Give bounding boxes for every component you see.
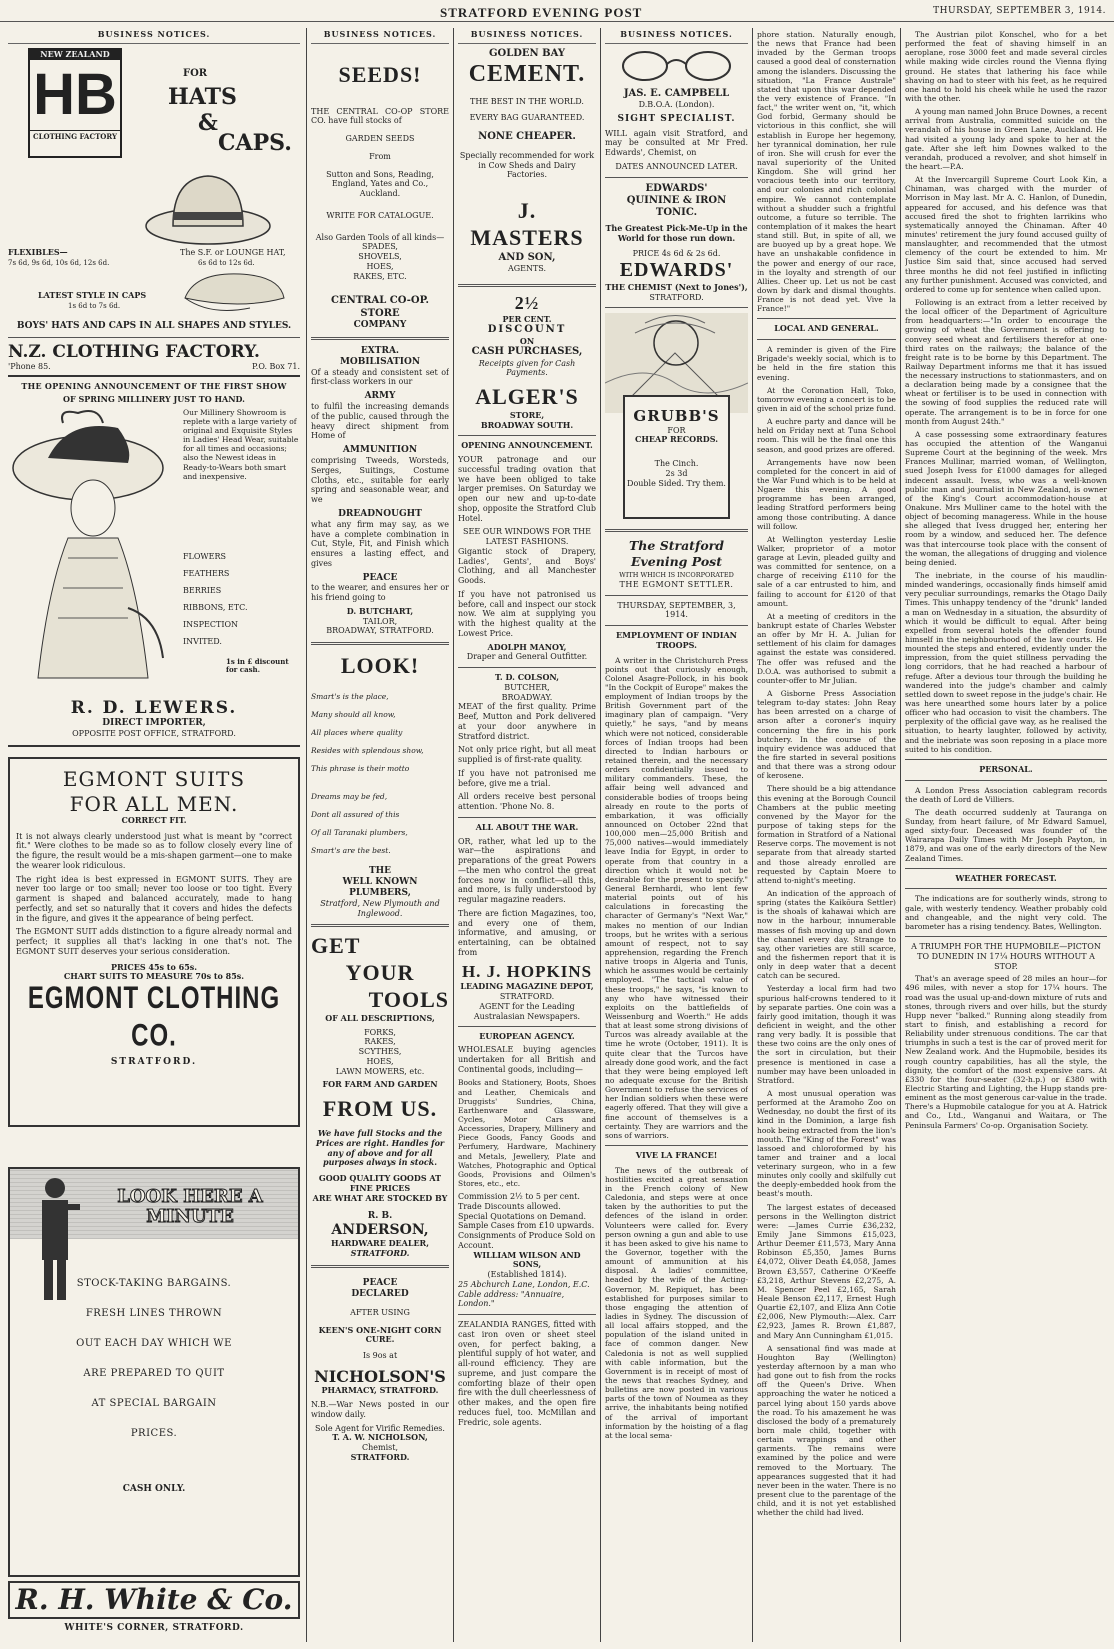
column-rule bbox=[453, 28, 454, 1642]
news-item: The inebriate, in the course of his maudlin-minded wanderings, occasionally finds himself amid very peculiar surroundings, remarks the Otago Daily Times. This unhappy tendency of the "drunk" landed a man on Wednesday in a situation, the absurdity of which it would be difficult to equal. After being expelled from several hotels the offender found himself in the neighbourhood of the law courts. He mounted the steps and entered, evidently under the impression, from the quiet stillness pervading the long corridors, that he had reached a harbour of refuge. After a devious tour through the building he wandered into the judge's chamber and calmly settled down to sweet repose in the judge's chair. He was here unearthed some hours later by a police officer who had occasion to visit the chambers. The perplexity of the official gave way, as he realised the situation, to hearty laughter, followed by activity, and the inebriate was soon reposing in a place more suited to his condition. bbox=[905, 571, 1107, 754]
edition-date: THURSDAY, SEPTEMBER, 3, 1914. bbox=[617, 600, 736, 620]
flexible-hat-illustration bbox=[143, 168, 273, 248]
chemist-label: Chemist, bbox=[361, 1443, 398, 1453]
item-flowers: FLOWERS bbox=[183, 551, 226, 561]
column-2 bbox=[311, 30, 449, 1642]
butcher-label: BUTCHER, bbox=[504, 682, 550, 692]
section-header: BUSINESS NOTICES. bbox=[458, 30, 596, 44]
newspaper-date: THURSDAY, SEPTEMBER 3, 1914. bbox=[933, 6, 1106, 16]
best-in-world: THE BEST IN THE WORLD. bbox=[470, 97, 584, 107]
tool-list bbox=[311, 242, 449, 281]
lady-hat-illustration bbox=[8, 408, 168, 688]
broadway-label: BROADWAY. bbox=[501, 692, 553, 702]
egmont-subheading: FOR ALL MEN. bbox=[69, 791, 239, 816]
tool-item: HOES, bbox=[366, 1056, 394, 1066]
ammunition-para: comprising Tweeds, Worsteds, Serges, Suitings, Costume Cloths, etc., suitable for early spring and seasonable wear, and we bbox=[311, 456, 449, 505]
stock-line: AT SPECIAL BARGAIN bbox=[91, 1398, 217, 1410]
section-header: BUSINESS NOTICES. bbox=[8, 30, 300, 44]
none-cheaper: NONE CHEAPER. bbox=[478, 130, 576, 142]
vive-la-france-heading: VIVE LA FRANCE! bbox=[635, 1149, 718, 1160]
spectacles-icon bbox=[605, 48, 748, 84]
anderson-stratford: STRATFORD. bbox=[350, 1248, 410, 1259]
acrostic-line: Dreams may be fed, bbox=[311, 792, 388, 802]
local-item: Yesterday a local firm had two spurious half-crowns tendered to it by separate parties. One coin was a fairly good imitation, though it was deficient in weight, and the other rang very badly. It is possible that these two coins are the only ones of the sort in circulation, but their presence is mentioned in case a number may have been unloaded in Stratford. bbox=[757, 984, 896, 1085]
about-war-para: OR, rather, what led up to the war—the aspirations and preparations of the great Powers—the men who control the great forces now in conflict—all this, and more, is fully understood by regular magazine readers. bbox=[458, 836, 596, 905]
army-para: Of a steady and consistent set of first-class workers in our bbox=[311, 367, 449, 387]
seed-suppliers: Sutton and Sons, Reading, England, Yates and Co., Auckland. bbox=[326, 169, 434, 199]
see-windows: SEE OUR WINDOWS FOR THE LATEST FASHIONS. bbox=[463, 527, 591, 547]
stocks-note: We have full Stocks and the Prices are right. Handles for any of above and for all purposes always in stock. bbox=[315, 1128, 445, 1168]
masters-heading: J. MASTERS bbox=[470, 198, 584, 250]
column-rule bbox=[900, 28, 901, 1642]
egmont-correct-fit: CORRECT FIT. bbox=[121, 814, 187, 825]
white-corner: WHITE'S CORNER, STRATFORD. bbox=[64, 1623, 244, 1634]
abchurch-lane: 25 Abchurch Lane, London, E.C. bbox=[458, 1279, 590, 1289]
indian-troops-article: A writer in the Christchurch Press points out that curiously enough, Colonel Asagre-Pollock, in his book "In the Cockpit of Europe" makes the employment of Indian troops by the British Government part of the imaginary plan of campaign. "Very quietly," he says, "and by means which were not noticed, considerable forces of Indian troops had been directed to Indian harbours or retained therein, and the necessary orders confidentially issued to military commanders. These, the affair being well advanced and considerable bodies of troops being already en route to the ports of embarkation, it was officially announced on October 22nd that 100,000 men—25,000 British and 75,000 natives—would immediately leave India for Egypt, in order to operate from that country in a direction which it would not be desirable for the present to specify." General Bernhardi, who lent few material points out of his calculations in forecasting the character of Germany's "Next War," makes no mention of our Indian troops, but he writes with a serious amount of respect, not to say apprehension, regarding the French native troops in Algeria and Tunis, which he assumes would be certainly employed. "The tactical value of these troops," he says, "is known to any who have witnessed their exploits on the battlefields of Weissenburg and Woerth." He adds that at least some strong divisions of Turcos was already available at the time he wrote (October, 1911). It is quite clear that the Turcos have already done good work, and the fact that they were being employed left no adequate excuse for the British Government to refuse the services of her Indian soldiers when these were eagerly offered. That they will give a fine account of themselves is a certainty. They are warriors and the sons of warriors. bbox=[605, 655, 748, 1140]
flexibles-label: FLEXIBLES— bbox=[8, 246, 68, 257]
consignments: Consignments of Produce Sold on Account. bbox=[458, 1231, 596, 1250]
meat-para-3: If you have not patronised me before, give me a trial. bbox=[458, 768, 596, 788]
item-inspection: INSPECTION bbox=[183, 619, 239, 629]
draper-label: Draper and General Outfitter. bbox=[466, 652, 588, 662]
news-item: A young man named John Bruce Downes, a recent arrival from Australia, committed suicide on the verandah of his house in Green Lane, Auckland. He had visited a young lady and spoke to her at the gate. After she left him Downes walked to the verandah, produced a revolver, and shot himself in the heart.—P.A. bbox=[905, 107, 1107, 171]
on-word: ON bbox=[519, 335, 535, 346]
paper-title: The Stratford Evening Post bbox=[629, 538, 724, 569]
acrostic-line: All places where quality bbox=[311, 728, 403, 738]
egmont-para-1: It is not always clearly understood just what is meant by "correct fit." Were clothes to be made so as to follow closely every line of the figure, the result would be a mis-shapen garment—one to make the wearer look ridiculous. bbox=[16, 831, 292, 870]
egmont-para-3: The EGMONT SUIT adds distinction to a figure already normal and perfect; it supplies all that's lacking in one that's not. The EGMONT SUIT deserves your serious consideration. bbox=[16, 927, 292, 956]
central-coop: CENTRAL CO-OP. STORE bbox=[331, 295, 429, 319]
agent-newspapers: AGENT for the Leading Australasian Newspapers. bbox=[473, 1001, 581, 1021]
column-4 bbox=[605, 30, 748, 1642]
local-item: At a meeting of creditors in the bankrupt estate of Charles Webster an offer by Mr H. A. Julian for settlement of his claim for damages against the estate was considered. The offer was refused and the D.O.A. was authorised to submit a counter-offer to Mr Julian. bbox=[757, 611, 896, 685]
millinery-subheading: OF SPRING MILLINERY JUST TO HAND. bbox=[63, 393, 245, 404]
white-co-logo: R. H. White & Co. bbox=[8, 1581, 300, 1619]
edwards-chemist: THE CHEMIST (Next to Jones'), bbox=[605, 281, 748, 292]
hupmobile-article: That's an average speed of 28 miles an hour—for 496 miles, with never a stop for 17¼ hours. The road was the usual up-and-down mixture of ruts and stones, through rivers and over hills, but the sturdy Hupp never "balked." Running along steadily from start to finish, and establishing a record for Reliability under strenuous conditions. The car that triumphs in such a test is the car of proved merit for New Zealand work. And the Hupmobile, besides its rough country capabilities, has all the style, the dignity, the comfort of the most expensive cars. At £330 for the four-seater (32-h.p.) or £380 with Electric Starting and Lighting, the Hupp stands pre-eminent as the most generous car-value in the trade. There's a Hupmobile catalogue for you at A. Hatrick and Co., Ltd., Wanganui and Waitara, or The Peninsula Farmers' Co-op. Organisation Society. bbox=[905, 974, 1107, 1130]
peace-para: to the wearer, and ensures her or his friend going to bbox=[311, 583, 449, 603]
butchart-name: D. BUTCHART, bbox=[346, 605, 414, 616]
contact-line bbox=[8, 362, 300, 377]
commission: Commission 2½ to 5 per cent. bbox=[458, 1192, 580, 1202]
about-war-heading: ALL ABOUT THE WAR. bbox=[475, 821, 579, 832]
hopkins-stratford: STRATFORD. bbox=[499, 992, 555, 1002]
write-catalogue: WRITE FOR CATALOGUE. bbox=[326, 210, 434, 220]
tool-item: RAKES, ETC. bbox=[353, 271, 407, 281]
local-item: A euchre party and dance will be held on Friday next at Tuna School room. This will be the final one this season, and good prizes are offered. bbox=[757, 417, 896, 454]
campbell-name: JAS. E. CAMPBELL bbox=[623, 87, 730, 99]
millinery-advert bbox=[8, 408, 300, 698]
trade-discounts: Trade Discounts allowed. bbox=[458, 1201, 561, 1211]
stock-line: PRICES. bbox=[130, 1428, 178, 1440]
lounge-label: The S.F. or LOUNGE HAT, bbox=[180, 247, 286, 257]
egmont-heading: EGMONT SUITS bbox=[62, 767, 246, 792]
mobilisation-heading: MOBILISATION bbox=[339, 356, 421, 367]
tool-list-2 bbox=[311, 1028, 449, 1077]
cap-illustration bbox=[180, 268, 290, 318]
news-item: A case possessing some extraordinary features has occupied the attention of the Wanganui Supreme Court at the beginning of the week. Mrs Frances Mullinar, married woman, of Wellington, sued Joseph Ivess for £1000 damages for alleged indecent assault. Ivess, who was a well-known public man and journalist in New Zealand, is owner of the King's Court accommodation-house at Onakune. Mrs Mulliner came to the hotel with the object of becoming manageress. While in the house she alleged that Ivess drugged her, entering her room by a window, and seduced her. The defence was that intercourse took place with the consent of the woman, the allegations of drugging and violence being denied. bbox=[905, 429, 1107, 567]
and-son: AND SON, bbox=[498, 251, 556, 263]
cable-address: Cable address: "Annuaire, London." bbox=[458, 1289, 565, 1309]
tool-item: HOES, bbox=[366, 261, 394, 271]
section-header: BUSINESS NOTICES. bbox=[311, 30, 449, 44]
cheap-records: CHEAP RECORDS. bbox=[635, 434, 718, 445]
peace-word: PEACE bbox=[362, 572, 398, 583]
garden-seeds: GARDEN SEEDS bbox=[345, 134, 415, 144]
po-box: P.O. Box 71. bbox=[252, 362, 300, 372]
opening-para-3: If you have not patronised us before, call and inspect our stock now. We aim at supplying you with the highest quality at the Lowest Price. bbox=[458, 589, 596, 638]
lounge-price: 6s 6d to 12s 6d. bbox=[198, 258, 255, 267]
double-sided: Double Sided. Try them. bbox=[627, 478, 726, 488]
about-war-para-2: There are fiction Magazines, too, and every one of them, informative, and amusing, or entertaining, can be obtained from bbox=[458, 908, 596, 957]
european-goods: Books and Stationery, Boots, Shoes and Leather, Chemicals and Druggists' Sundries, China, Earthenware and Glassware, Cycles, Motor Cars and Accessories, Drapery, Millinery and Piece Goods, Fancy Goods and Perfumery, Hardware, Machinery and Metals, Jewellery, Plate and Watches, Photographic and Optical Goods, Provisions and Oilmen's Stores, etc., etc. bbox=[458, 1078, 596, 1188]
millinery-heading: THE OPENING ANNOUNCEMENT OF THE FIRST SHOW bbox=[21, 381, 287, 392]
tonic-price: PRICE 4s 6d & 2s 6d. bbox=[632, 248, 721, 258]
caps-heading: CAPS. bbox=[218, 129, 292, 156]
tool-item: FORKS, bbox=[364, 1027, 396, 1037]
well-known-plumbers: WELL KNOWN PLUMBERS, bbox=[342, 877, 418, 898]
local-item: At Wellington yesterday Leslie Walker, proprietor of a motor garage at Levin, pleaded guilty and was committed for sentence, on a charge of receiving £110 for the sale of a car entrusted to him, and failing to account for £120 of that amount. bbox=[757, 534, 896, 608]
greatest-pick-me-up: The Greatest Pick-Me-Up in the World for those run down. bbox=[605, 223, 748, 243]
wilson-sons: WILLIAM WILSON AND SONS, bbox=[473, 1249, 581, 1270]
zealandia-ranges: ZEALANDIA RANGES, fitted with cast iron oven or sheet steel oven, for perfect baking, a plentiful supply of hot water, and all-round efficiency. They are supreme, and just compare the comforting blaze of their open fire with the dull cheerlessness of other makes, and the open fire reduces fuel, too. McMillan and Fredric, sole agents. bbox=[458, 1320, 596, 1427]
tools-heading: TOOLS bbox=[368, 987, 449, 1013]
acrostic-line: Of all Taranaki plumbers, bbox=[311, 828, 408, 838]
local-item: A reminder is given of the Fire Brigade's weekly social, which is to be held in the fire station this evening. bbox=[757, 345, 896, 382]
weather-heading: WEATHER FORECAST. bbox=[955, 872, 1057, 883]
column-rule bbox=[306, 28, 307, 1642]
peace-declared-1: PEACE bbox=[362, 1277, 398, 1288]
golden-bay: GOLDEN BAY bbox=[488, 47, 566, 59]
quinine-iron: QUININE & IRON bbox=[626, 194, 727, 206]
column-3 bbox=[458, 30, 596, 1642]
dboa-label: D.B.O.A. (London). bbox=[638, 99, 715, 109]
vive-la-france-article: The news of the outbreak of hostilities excited a great sensation in the French colony of New Caledonia, and steps were at once taken by the authorities to put the defences of the island in order. Volunteers were called for. Every person owning a gun and able to use it has been asked to give his name to the Governor, together with the amount of ammunition at his disposal. A ladies' committee, headed by the wife of the Acting-Governor, M. Repiquet, has been established for purposes similar to those engaging the attention of ladies in Sydney. The discussion of all local affairs stopped, and the population of the island united in face of common danger. New Caledonia is not as well supplied with cable information, but the Government is in receipt of most of the news that reaches Sydney, and bulletins are now posted in various parts of the town of Noumea as they arrive, the inhabitants being notified of the arrival of important information by the hoisting of a flag at the local sema- bbox=[605, 1165, 748, 1440]
tool-item: RAKES, bbox=[364, 1037, 396, 1047]
millinery-items bbox=[183, 548, 300, 650]
specially-recommended: Specially recommended for work in Cow Sheds and Dairy Factories. bbox=[459, 150, 595, 180]
latest-caps-price: 1s 6d to 7s 6d. bbox=[68, 301, 121, 310]
smart-acrostic bbox=[311, 688, 449, 860]
algers-heading: ALGER'S bbox=[475, 384, 579, 410]
acrostic-line: Resides with splendous show, bbox=[311, 746, 424, 756]
farm-garden: FOR FARM AND GARDEN bbox=[322, 1079, 438, 1090]
incorporated-label: WITH WHICH IS INCORPORATED bbox=[619, 570, 734, 579]
column-5 bbox=[757, 30, 896, 1642]
hb-logo-box bbox=[28, 48, 122, 158]
lewers-address: OPPOSITE POST OFFICE, STRATFORD. bbox=[8, 729, 300, 747]
acrostic-line: Smart's is the place, bbox=[311, 692, 389, 702]
plumber-locations: Stratford, New Plymouth and Inglewood. bbox=[320, 898, 440, 918]
edwards-stratford: STRATFORD. bbox=[649, 292, 704, 302]
egmont-chart-suits: CHART SUITS TO MEASURE 70s to 85s. bbox=[63, 971, 245, 982]
personal-heading: PERSONAL. bbox=[979, 763, 1033, 774]
acrostic-line: Dont all assured of this bbox=[311, 810, 400, 820]
for-label: FOR bbox=[183, 67, 208, 79]
local-item: An indication of the approach of spring (states the Kaikōura Settler) is the shoals of kahawai which are now in the harbour, innumerable masses of fish moving up and down the channel every day. Strange to say, other varieties are still scarce, and the fishermen report that it is only in deep water that a decent catch can be secured. bbox=[757, 888, 896, 981]
item-invited: INVITED. bbox=[183, 636, 222, 646]
adolph-manoy: ADOLPH MANOY, bbox=[487, 641, 567, 652]
grubbs-box bbox=[623, 395, 730, 519]
stock-line: OUT EACH DAY WHICH WE bbox=[76, 1338, 232, 1350]
seeds-heading: SEEDS! bbox=[338, 61, 422, 87]
tool-item: LAWN MOWERS, etc. bbox=[335, 1066, 425, 1076]
established: (Established 1814). bbox=[487, 1270, 567, 1280]
egmont-prices: PRICES 45s to 65s. bbox=[110, 961, 198, 972]
extra-heading: EXTRA. bbox=[360, 345, 400, 356]
millinery-description: Our Millinery Showroom is replete with a large variety of original and Exquisite Styles in Ladies' Head Wear, suitable for all times and occasions; also the Newest ideas in Ready-to-Wears both smart and inexpensive. bbox=[183, 407, 299, 481]
grubbs-for: FOR bbox=[667, 425, 686, 435]
acrostic-line: Many should all know, bbox=[311, 710, 396, 720]
discount-rate: 2½ bbox=[514, 292, 540, 313]
seeds-para: THE CENTRAL CO-OP STORE CO. have full stocks of bbox=[311, 106, 449, 126]
hupmobile-heading: A TRIUMPH FOR THE HUPMOBILE—PICTON TO DUNEDIN IN 17¼ HOURS WITHOUT A STOP. bbox=[911, 942, 1101, 971]
colson-name: T. D. COLSON, bbox=[494, 672, 559, 683]
from-label: From bbox=[369, 151, 391, 161]
look-here-heading: LOOK HERE A MINUTE bbox=[117, 1186, 263, 1228]
grubbs-advert bbox=[605, 313, 748, 523]
stock-taking-lines bbox=[10, 1269, 298, 1449]
section-header: BUSINESS NOTICES. bbox=[605, 30, 748, 44]
egmont-settler: THE EGMONT SETTLER. bbox=[619, 579, 734, 589]
local-item: There should be a big attendance this evening at the Borough Council Chambers at the public meeting convened by the Mayor for the purpose of taking steps for the formation in Stratford of a National Reserve corps. The movement is not separate from that already started and those already enrolled are requested by Captain Moere to attend to-night's meeting. bbox=[757, 784, 896, 885]
tool-item: SHOVELS, bbox=[358, 252, 402, 262]
nicholson-pharmacy: PHARMACY, STRATFORD. bbox=[321, 1385, 439, 1396]
egmont-para-2: The right idea is best expressed in EGMONT SUITS. They are never too large or too small; never too loose or too tight. Every garment is shaped and balanced accurately, made to hang perfectly, and set so naturally that it covers and hides the defects in the figure, and gives it the appearance of being perfect. bbox=[16, 874, 292, 923]
edwards-heading: EDWARDS' bbox=[645, 182, 708, 194]
keens-cure: KEEN'S ONE-NIGHT CORN CURE. bbox=[318, 1324, 442, 1345]
cement-heading: CEMENT. bbox=[468, 60, 586, 87]
stocked-by: ARE WHAT ARE STOCKED BY bbox=[312, 1192, 448, 1203]
european-para: WHOLESALE buying agencies undertaken for all British and Continental goods, including— bbox=[458, 1045, 596, 1074]
all-descriptions: OF ALL DESCRIPTIONS, bbox=[325, 1012, 435, 1023]
news-item: At the Invercargill Supreme Court Look Kin, a Chinaman, was charged with the murder of Morrison in May last. Mr A. C. Hanlon, of Dunedin, appeared for accused, and his defence was that accused fired the shot to frighten larrikins who systematically annoyed the Chinaman. After 40 minutes' retirement the jury found accused guilty of manslaughter, and recommended that the utmost clemency of the court be extended to him. Mr Justice Sim said that, since accused had served three months he did not feel justified in inflicting any further punishment. Accused was convicted, and ordered to come up for sentence when called upon. bbox=[905, 175, 1107, 294]
local-item: A sensational find was made at Houghton Bay (Wellington) yesterday afternoon by a man who had gone out to fish from the rocks off the Queen's Drive. When approaching the water he noticed a parcel lying about 150 yards above the road. To his amazement he was disclosed the body of a prematurely born male child, together with certain wrappings and other garments. The remains were examined by the police and were removed to the Mortuary. The appearances suggested that it had never been in the water. There is no present clue to the parentage of the child, and it is not yet established whether the child had lived. bbox=[757, 1343, 896, 1518]
item-ribbons: RIBBONS, ETC. bbox=[183, 602, 248, 612]
hats-heading: HATS bbox=[168, 83, 237, 110]
hb-advert bbox=[8, 48, 300, 338]
item-berries: BERRIES bbox=[183, 585, 222, 595]
local-item: At the Coronation Hall, Toko, tomorrow evening a concert is to be given in aid of the school prize fund. bbox=[757, 385, 896, 413]
hb-subtitle: CLOTHING FACTORY bbox=[30, 130, 120, 142]
hopkins-heading: H. J. HOPKINS bbox=[461, 961, 593, 981]
news-item: The Austrian pilot Konschel, who for a bet performed the feat of shaving himself in an aeroplane, rose 3000 feet and made several circles while making wide circles round the Vienna flying ground. He states that lathering his face while shaving on had to steer with his feet, as he required one hand to hold his cheek while he used the razor with the other. bbox=[905, 30, 1107, 103]
ammunition-word: AMMUNITION bbox=[342, 445, 418, 456]
tonic-label: TONIC. bbox=[655, 207, 698, 218]
garden-tools: Also Garden Tools of all kinds— bbox=[315, 232, 445, 242]
column-1 bbox=[8, 30, 300, 1642]
sight-specialist: SIGHT SPECIALIST. bbox=[617, 113, 736, 124]
item-feathers: FEATHERS bbox=[183, 568, 230, 578]
taw-nicholson: T. A. W. NICHOLSON, bbox=[332, 1432, 428, 1443]
receipts-given: Receipts given for Cash Payments. bbox=[478, 358, 576, 378]
the-cinch: The Cinch. bbox=[654, 459, 699, 469]
lewers-importer: DIRECT IMPORTER, bbox=[102, 718, 206, 729]
nicholson-stratford: STRATFORD. bbox=[350, 1451, 410, 1462]
campbell-visit: WILL again visit Stratford, and may be consulted at Mr Fred. Edwards', Chemist, on bbox=[605, 128, 748, 158]
hb-brand: NEW ZEALAND bbox=[30, 50, 120, 60]
vive-la-france-continued: phore station. Naturally enough, the news that France had been invaded by the German troops caused a good deal of consternation among the islanders. Discussing the situation, "La France Australe" stated that upon this war depended the very existence of France. "In fact," the writer went on, "it, which God forbid, Germany should be victorious in this conflict, she will establish in Europe her hegemony, her tyrannical domination, her rule of iron. She will crush for ever the naval superiority of the United Kingdom. She will grind her voracious teeth into our territory, and our colonies and rich colonial empire. We cannot contemplate without a shudder such a frightful outcome, a future so terrible. The contemplation of it makes the heart stand still. But, in spite of all, we are buoyed up by a great hope. We have an unshakable confidence in the power and energy of our race, in the loyalty and strength of our Allies. Cheer up. Let us not be cast down by dark and dismal thoughts. France is not dead yet. Vive la France!" bbox=[757, 30, 896, 314]
dreadnought-word: DREADNOUGHT bbox=[338, 508, 422, 519]
local-item: Arrangements have now been completed for the concert in aid of the War Fund which is to be held at Ngaere this evening. A good programme has been arranged, leading Stratford performers being among those contributing. A dance will follow. bbox=[757, 457, 896, 531]
egmont-stratford: STRATFORD. bbox=[110, 1056, 198, 1067]
local-general-heading: LOCAL AND GENERAL. bbox=[774, 323, 879, 334]
european-agency: EUROPEAN AGENCY. bbox=[479, 1031, 575, 1042]
sole-agent: Sole Agent for Virific Remedies. bbox=[315, 1423, 445, 1433]
column-rule bbox=[600, 28, 601, 1642]
cash-purchases: CASH PURCHASES, bbox=[471, 346, 583, 358]
is-at: Is 9os at bbox=[362, 1351, 398, 1361]
meat-para-2: Not only price right, but all meat supplied is of first-rate quality. bbox=[458, 745, 596, 765]
your-heading: YOUR bbox=[345, 960, 415, 986]
white-advert bbox=[8, 1167, 300, 1577]
nicholsons-heading: NICHOLSON'S bbox=[314, 1366, 446, 1386]
army-word: ARMY bbox=[364, 391, 396, 402]
egmont-clothing-co: EGMONT CLOTHING CO. bbox=[27, 980, 281, 1054]
broadway-south: BROADWAY SOUTH. bbox=[480, 419, 574, 430]
the-word: THE bbox=[368, 866, 392, 877]
stock-line: ARE PREPARED TO QUIT bbox=[83, 1368, 225, 1380]
peace-declared-2: DECLARED bbox=[351, 1288, 409, 1299]
local-item: A Gisborne Press Association telegram to-day states: John Reay has been arrested on a charge of arson after a coroner's inquiry concerning the fire in his pork butchery. In the course of the inquiry evidence was adduced that the fire started in several positions and that there was a strong odour of kerosene. bbox=[757, 689, 896, 781]
bag-guaranteed: EVERY BAG GUARANTEED. bbox=[469, 112, 585, 122]
news-item: Following is an extract from a letter received by the local officer of the Department of Agriculture from headquarters:—"In order to encourage the growing of wheat the Government is offering to convey seed wheat and fertilisers therefor at one-third rates on the railways; the balance of the freight rate is to be borne by this Department. The Railway Department informs me that it has issued the necessary instructions to stationmasters, and on a declaration being made by a consignee that the wheat or fertiliser is to be used in connection with the sowing of food supplies the reduced rate will operate. The arrangement is to be in force for one month from August 24th." bbox=[905, 297, 1107, 426]
cinch-price: 2s 3d bbox=[665, 468, 688, 478]
acrostic-line: Smart's are the best. bbox=[311, 846, 391, 856]
masthead bbox=[0, 0, 1114, 22]
stock-line: STOCK-TAKING BARGAINS. bbox=[76, 1278, 232, 1290]
opening-para-2: Gigantic stock of Drapery, Ladies', Gents', and Boys' Clothing, and all Manchester Goods. bbox=[458, 546, 596, 586]
stock-line: FRESH LINES THROWN bbox=[85, 1308, 223, 1320]
good-quality: GOOD QUALITY GOODS AT FINE PRICES bbox=[318, 1173, 442, 1193]
store-label: STORE, bbox=[509, 409, 545, 420]
personal-item: The death occurred suddenly at Tauranga on Sunday, from heart failure, of Mr Edward Samuel, aged sixty-four. Deceased was founder of the Wairarapa Daily Times with Mr Joseph Payton, in 1879, and was one of the early directors of the New Zealand Times. bbox=[905, 807, 1107, 863]
amp-glyph: & bbox=[198, 109, 218, 136]
indian-troops-heading: EMPLOYMENT OF INDIAN TROOPS. bbox=[616, 630, 737, 650]
boys-hats-line: BOYS' HATS AND CAPS IN ALL SHAPES AND STYLES. bbox=[16, 320, 292, 331]
special-quotations: Special Quotations on Demand. bbox=[458, 1211, 586, 1221]
grubbs-heading: GRUBB'S bbox=[633, 407, 720, 426]
rb-initials: R. B. bbox=[367, 1211, 393, 1222]
cash-only: CASH ONLY. bbox=[122, 1484, 186, 1495]
war-news-note: N.B.—War News posted in our window daily. bbox=[311, 1400, 449, 1419]
egmont-advert bbox=[8, 757, 300, 1127]
lewers-name: R. D. LEWERS. bbox=[70, 697, 238, 718]
agents-label: AGENTS. bbox=[507, 263, 547, 273]
cash-discount: 1s in £ discount for cash. bbox=[226, 656, 289, 675]
hardware-dealer: HARDWARE DEALER, bbox=[331, 1238, 429, 1249]
local-item: A most unusual operation was performed at the Aramoho Zoo on Wednesday, no doubt the first of its kind in the Dominion, a large fish hook being extracted from the lion's mouth. The "King of the Forest" was lassoed and chloroformed by his tamer and trainer and a local veterinary surgeon, who in a few minutes only coolly and skilfully cut the deeply-embedded hook from the beast's mouth. bbox=[757, 1088, 896, 1199]
dates-later: DATES ANNOUNCED LATER. bbox=[615, 161, 738, 171]
column-rule bbox=[752, 28, 753, 1642]
opening-heading: OPENING ANNOUNCEMENT. bbox=[461, 440, 593, 451]
butchart-address: BROADWAY, STRATFORD. bbox=[326, 626, 434, 636]
nz-clothing-factory: N.Z. CLOTHING FACTORY. bbox=[8, 341, 260, 362]
anderson-name: ANDERSON, bbox=[331, 1222, 429, 1239]
acrostic-line: This phrase is their motto bbox=[311, 764, 410, 774]
meat-para: MEAT of the first quality. Prime Beef, Mutton and Pork delivered at your door anywhere in Stratford district. bbox=[458, 702, 596, 741]
flexibles-price: 7s 6d, 9s 6d, 10s 6d, 12s 6d. bbox=[8, 258, 110, 267]
latest-caps-label: LATEST STYLE IN CAPS bbox=[38, 289, 147, 300]
hb-logo: HB bbox=[33, 61, 117, 127]
discount-word: DISCOUNT bbox=[487, 324, 567, 336]
per-cent: PER CENT. bbox=[502, 313, 552, 324]
butchart-tailor: TAILOR, bbox=[362, 616, 398, 626]
edwards-big: EDWARDS' bbox=[619, 259, 734, 282]
weather-forecast: The indications are for southerly winds, strong to gale, with westerly tendency. Weather probably cold and changeable, and the night very cold. The barometer has a rising tendency. Bates, Wellington. bbox=[905, 894, 1107, 931]
local-item: The largest estates of deceased persons in the Wellington district were: —James Currie £36,232, Emily Jane Simmons £15,023, Arthur Deemer £11,573, Mary Anna Robinson £5,350, James Burns £4,072, Oliver Death £4,058, James Brown £3,557, Catherine O'Keeffe £3,218, Arthur Stevens £2,275, A. M. Spencer Peel £2,165, Sarah Heale Benson £2,117, Ernest Hugh Quartie £2,107, and Eliza Ann Cotie £2,006, New Plymouth:—Alex. Carr £2,923, James R. Brown £1,887, and Mary Ann Cunningham £1,015. bbox=[757, 1202, 896, 1340]
army-para-2: to fulfil the increasing demands of the public, caused through the heavy direct shipment from Home of bbox=[311, 402, 449, 441]
leading-magazine: LEADING MAGAZINE DEPOT, bbox=[460, 981, 594, 992]
opening-para: YOUR patronage and our successful trading ovation that we have been obliged to take larger premises. On Saturday we open our new and up-to-date shop, opposite the Stratford Club Hotel. bbox=[458, 455, 596, 523]
tool-item: SCYTHES, bbox=[358, 1047, 402, 1057]
personal-item: A London Press Association cablegram records the death of Lord de Villiers. bbox=[905, 785, 1107, 804]
get-heading: GET bbox=[311, 933, 361, 959]
meat-para-4: All orders receive best personal attention. 'Phone No. 8. bbox=[458, 792, 596, 812]
look-heading: LOOK! bbox=[340, 653, 420, 679]
central-company: COMPANY bbox=[353, 319, 407, 330]
phone-number: 'Phone 85. bbox=[8, 362, 51, 372]
column-6 bbox=[905, 30, 1107, 1642]
newspaper-title: STRATFORD EVENING POST bbox=[440, 5, 643, 20]
dreadnought-para: what any firm may say, as we have a complete combination in Cut, Style, Fit, and Finish which ensures a lasting effect, and gives bbox=[311, 519, 449, 568]
tool-item: SPADES, bbox=[362, 242, 398, 252]
from-us-heading: FROM US. bbox=[322, 1096, 438, 1122]
sample-cases: Sample Cases from £10 upwards. bbox=[458, 1221, 595, 1231]
after-using: AFTER USING bbox=[350, 1307, 410, 1317]
